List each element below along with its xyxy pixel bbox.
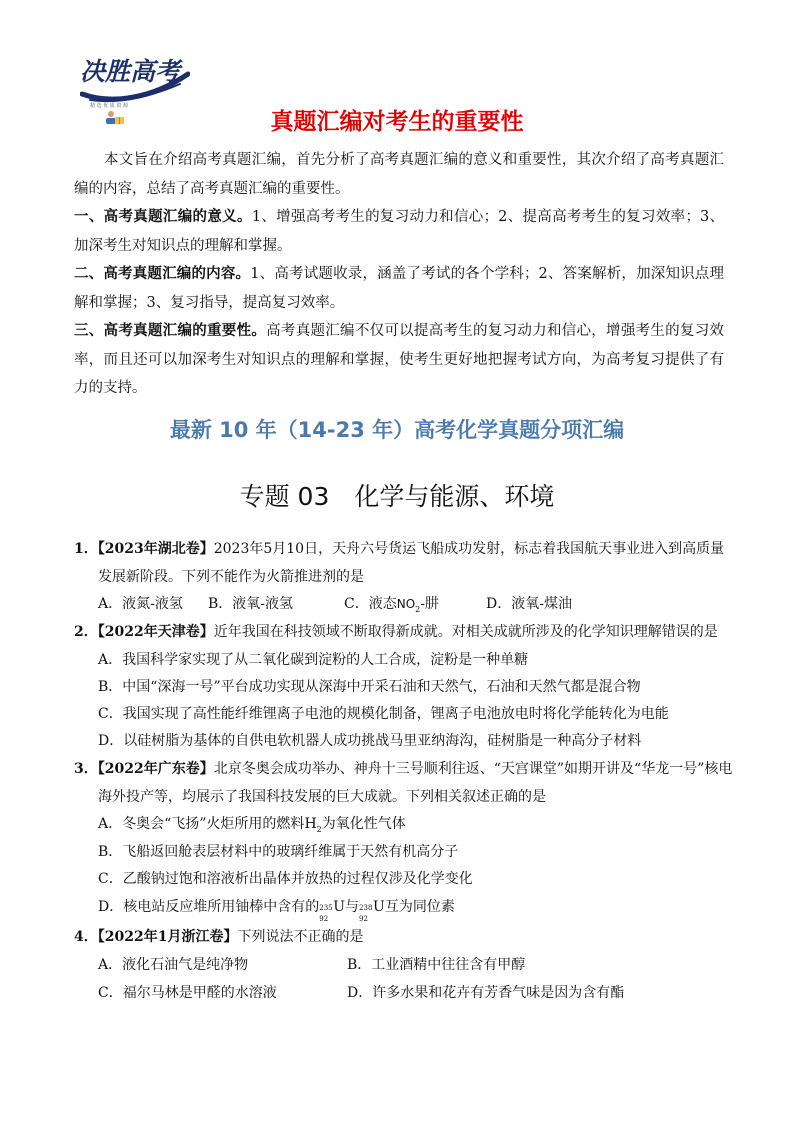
option-c[interactable]: C．福尔马林是甲醛的水溶液 <box>98 985 277 1001</box>
formula-no2: NO <box>396 597 416 611</box>
content-heading: 二、高考真题汇编的内容。 <box>74 266 251 282</box>
question-3-stem <box>74 756 734 784</box>
question-stem-line: 发展新阶段。下列不能作为火箭推进剂的是 <box>98 568 364 585</box>
question-4-stem <box>74 924 734 952</box>
question-stem-line: 下列说法不正确的是 <box>237 929 364 945</box>
option-d-connector: 与 <box>345 899 360 915</box>
logo-tagline: 精 选 优 质 资 源 <box>90 103 128 109</box>
content-text: 1、高考试题收录，涵盖了考试的各个学科；2、答案解析，加深知识点理解和掌握；3、复习指导，提高复习效率。 <box>74 266 724 311</box>
topic-title: 专题 03 化学与能源、环境 <box>239 482 555 511</box>
question-number: 2． <box>74 624 98 640</box>
option-b[interactable]: B．液氧-液氢 <box>208 596 294 612</box>
option-a[interactable]: A．液化石油气是纯净物 <box>98 957 249 973</box>
intro-significance <box>74 203 724 260</box>
question-number: 3． <box>74 761 98 777</box>
nuclide-u238 <box>359 897 373 923</box>
formula-h2: H <box>304 816 317 832</box>
question-stem-line: 海外投产等，均展示了我国科技发展的巨大成就。下列相关叙述正确的是 <box>98 788 546 805</box>
mass-number: 238 <box>359 904 373 912</box>
question-source: 【2023年湖北卷】 <box>97 541 214 557</box>
intro-paragraph: 本文旨在介绍高考真题汇编，首先分析了高考真题汇编的意义和重要性，其次介绍了高考真题汇编的内容，总结了高考真题汇编的重要性。 <box>74 152 724 197</box>
option-d[interactable]: D．液氧-煤油 <box>486 596 572 612</box>
formula-subscript: 2 <box>316 824 322 834</box>
question-1 <box>74 536 734 591</box>
question-source: 【2022年1月浙江卷】 <box>97 929 238 945</box>
option-d-text: D．核电站反应堆所用铀棒中含有的 <box>98 899 320 915</box>
question-4 <box>74 924 734 952</box>
significance-text: 1、增强高考考生的复习动力和信心；2、提高高考考生的复习效率；3、加深考生对知识点的理解和掌握。 <box>74 209 724 254</box>
question-number: 4． <box>74 929 98 945</box>
option-d[interactable] <box>98 894 455 922</box>
question-source: 【2022年广东卷】 <box>97 761 214 777</box>
option-c[interactable]: C．我国实现了高性能纤维锂离子电池的规模化制备，锂离子电池放电时将化学能转化为电能 <box>98 706 669 722</box>
question-stem-line: 近年我国在科技领域不断取得新成就。对相关成就所涉及的化学知识理解错误的是 <box>213 624 718 640</box>
atomic-number: 92 <box>359 915 368 923</box>
formula-subscript: 2 <box>415 604 421 614</box>
option-c[interactable]: C．乙酸钠过饱和溶液析出晶体并放热的过程仅涉及化学变化 <box>98 871 473 887</box>
question-stem-line: 2023年5月10日，天舟六号货运飞船成功发射，标志着我国航天事业进入到高质量 <box>213 541 725 557</box>
element-symbol: U <box>373 899 385 915</box>
option-d[interactable]: D．许多水果和花卉有芳香气味是因为含有酯 <box>347 985 625 1001</box>
question-source: 【2022年天津卷】 <box>97 624 214 640</box>
question-2 <box>74 619 734 647</box>
importance-heading: 三、高考真题汇编的重要性。 <box>74 323 267 339</box>
option-a-suffix: 为氧化性气体 <box>321 816 406 832</box>
importance-text: 高考真题汇编不仅可以提高考生的复习动力和信心，增强考生的复习效率，而且还可以加深考生对知识点的理解和掌握，使考生更好地把握考试方向，为高考复习提供了有力的支持。 <box>74 323 725 396</box>
nuclide-u235 <box>319 897 333 923</box>
option-b[interactable]: B．飞船返回舱表层材料中的玻璃纤维属于天然有机高分子 <box>98 844 459 860</box>
option-b[interactable]: B．工业酒精中往往含有甲醇 <box>347 957 526 973</box>
intro-content <box>74 260 724 317</box>
significance-heading: 一、高考真题汇编的意义。 <box>74 209 252 225</box>
logo-text: 决胜高考 <box>80 57 181 86</box>
page-title: 真题汇编对考生的重要性 <box>270 109 524 135</box>
collection-title: 最新 10 年（14-23 年）高考化学真题分项汇编 <box>169 418 625 442</box>
option-b[interactable]: B．中国“深海一号”平台成功实现从深海中开采石油和天然气，石油和天然气都是混合物 <box>98 679 641 695</box>
option-a-text: A．冬奥会“飞扬”火炬所用的燃料 <box>98 816 305 832</box>
question-2-stem <box>74 619 734 647</box>
option-d-suffix: 互为同位素 <box>384 899 455 915</box>
mass-number: 235 <box>319 904 333 912</box>
option-a[interactable]: A．液氮-液氢 <box>98 596 183 612</box>
question-stem-line: 北京冬奥会成功举办、神舟十三号顺利往返、“天宫课堂”如期开讲及“华龙一号”核电 <box>213 761 733 777</box>
question-1-stem <box>74 536 734 564</box>
option-c-text: C．液态 <box>344 596 397 612</box>
element-symbol: U <box>333 899 346 915</box>
question-3 <box>74 756 734 811</box>
atomic-number: 92 <box>319 915 329 923</box>
option-d[interactable]: D．以硅树脂为基体的自供电软机器人成功挑战马里亚纳海沟，硅树脂是一种高分子材料 <box>98 733 642 749</box>
option-a[interactable]: A．我国科学家实现了从二氧化碳到淀粉的人工合成，淀粉是一种单糖 <box>98 652 529 668</box>
question-number: 1． <box>74 541 98 557</box>
option-c-suffix: -肼 <box>420 596 439 612</box>
intro-importance <box>74 317 724 403</box>
